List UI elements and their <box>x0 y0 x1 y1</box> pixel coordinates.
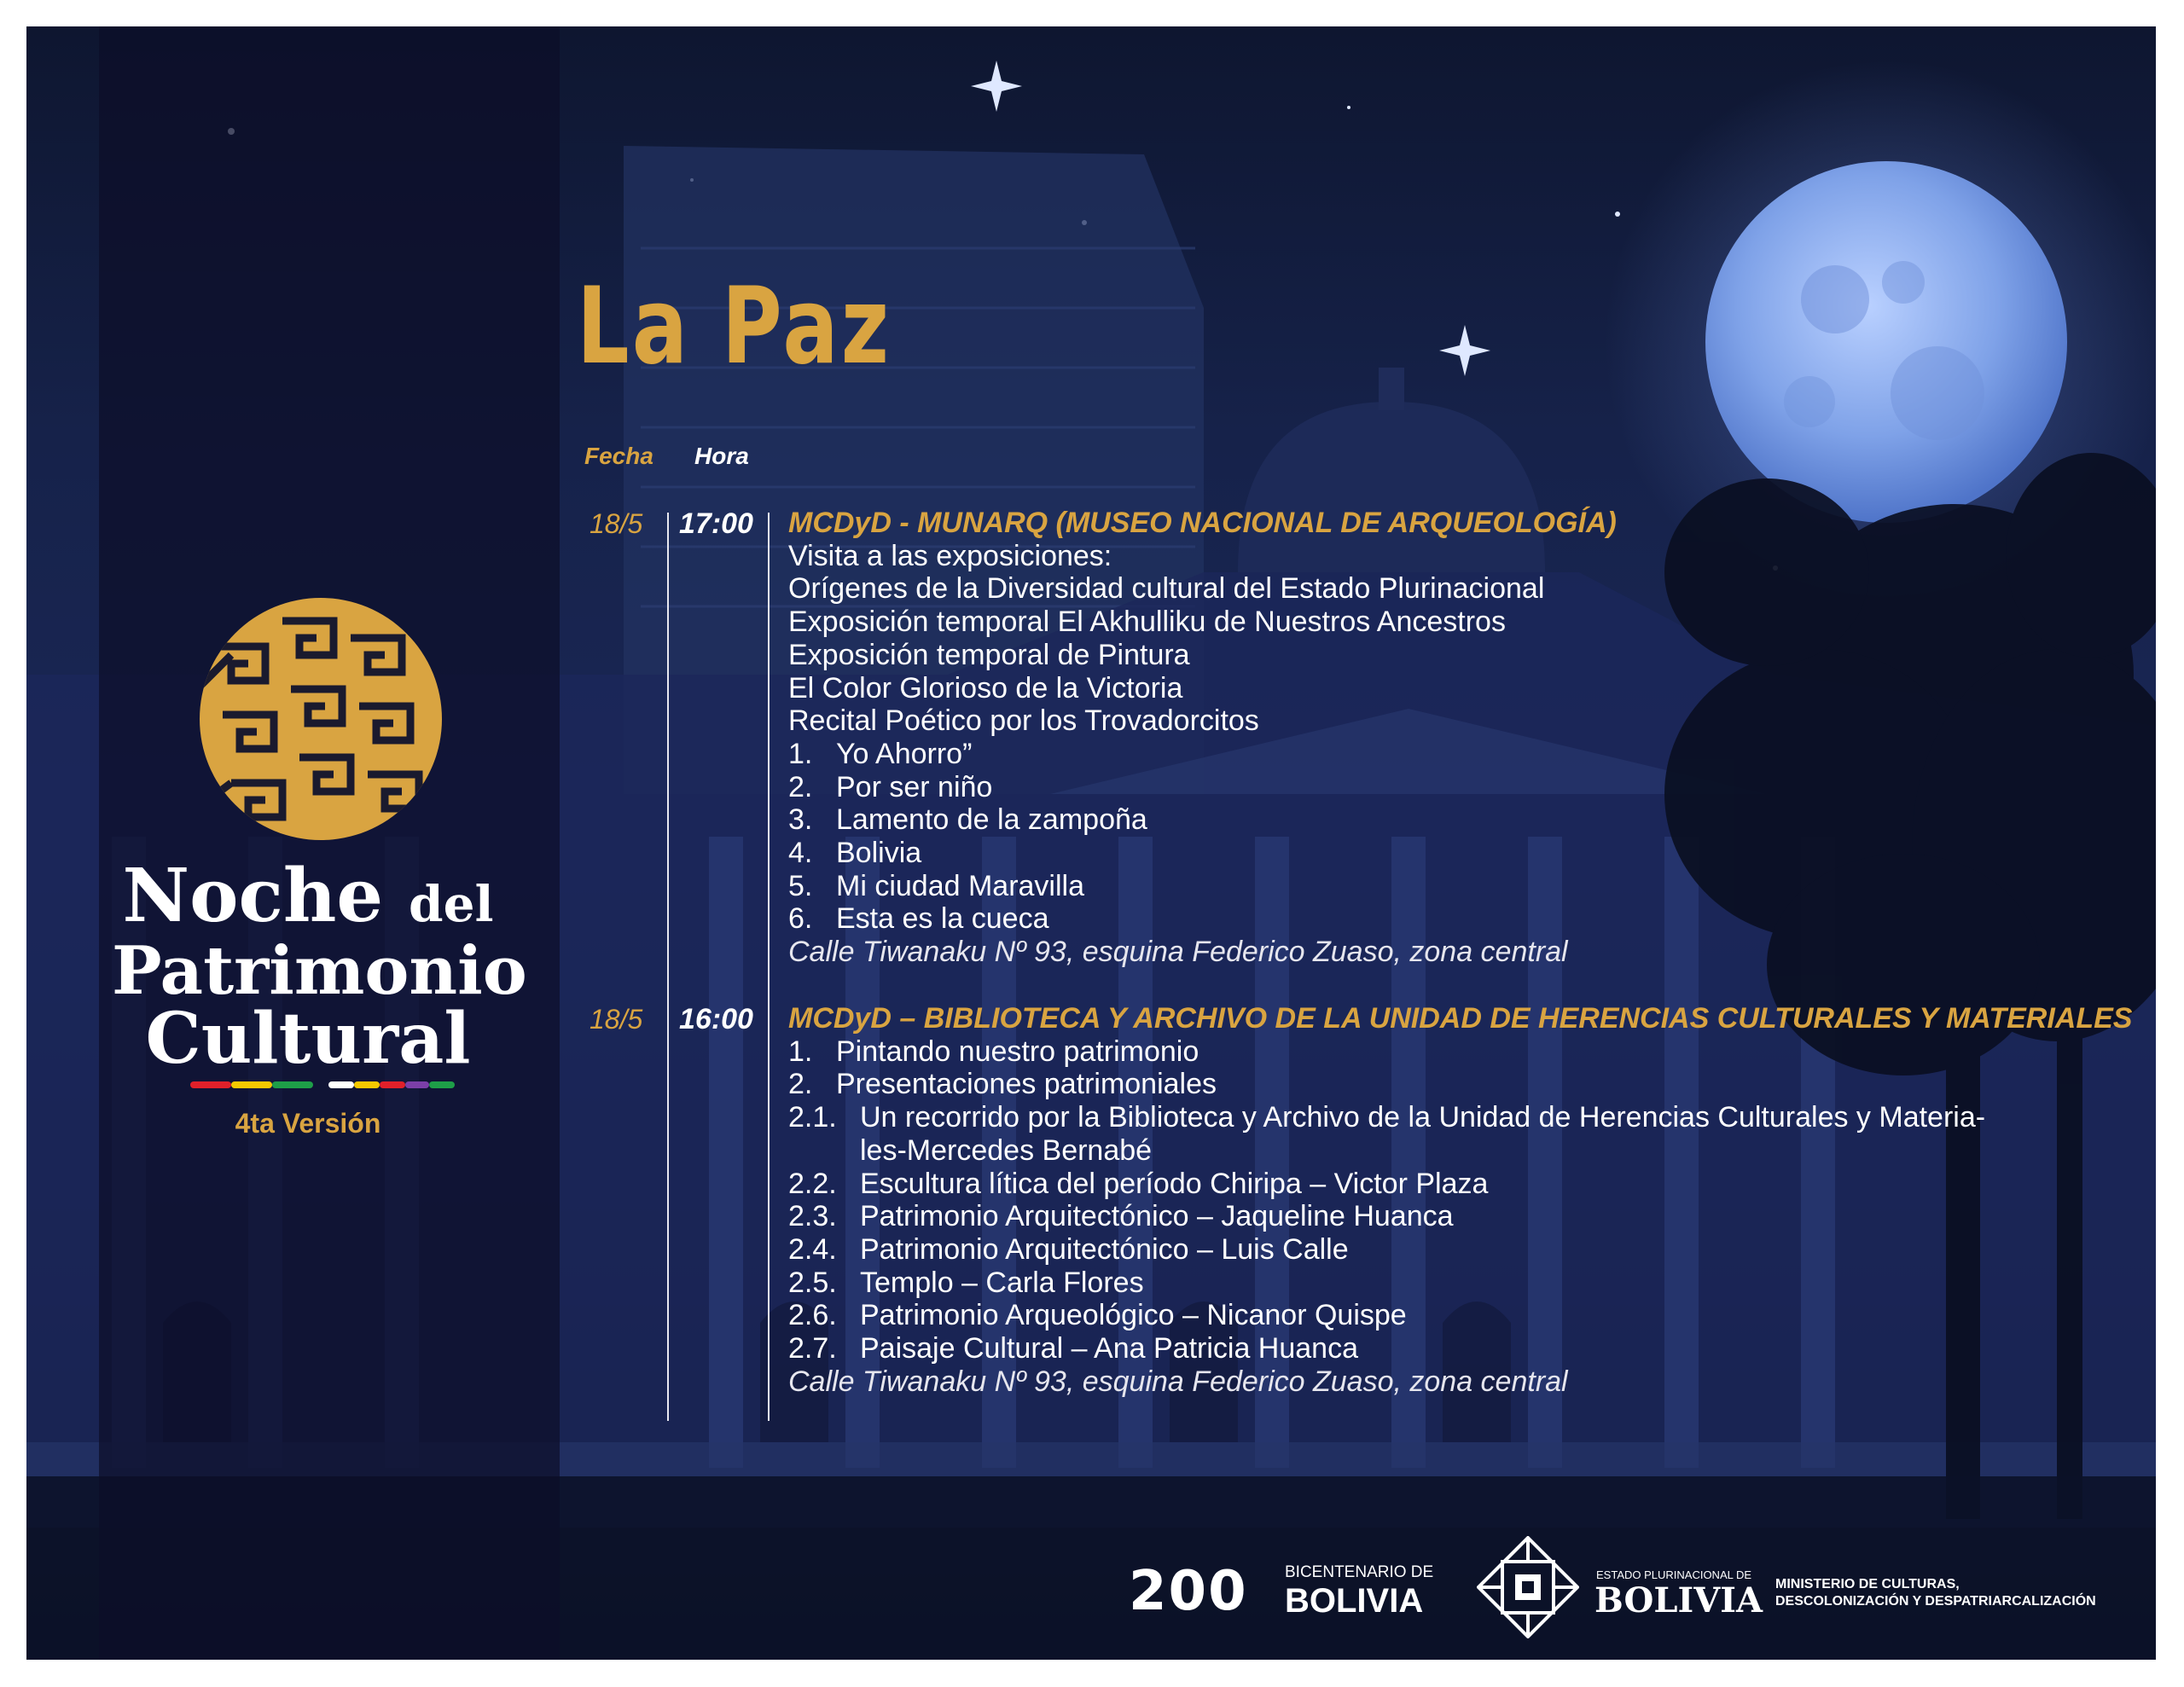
event-1-title: MCDyD - MUNARQ (MUSEO NACIONAL DE ARQUEOLOGÍA) <box>788 507 1617 539</box>
list-item: 2.7. Paisaje Cultural – Ana Patricia Huanca <box>788 1332 1358 1365</box>
list-item: 1. Yo Ahorro” <box>788 737 973 770</box>
column-header-hora: Hora <box>694 443 749 469</box>
list-item: 1. Pintando nuestro patrimonio <box>788 1035 1199 1068</box>
list-item: 4. Bolivia <box>788 837 922 870</box>
event-2-body <box>788 1002 2133 1398</box>
event-2-date: 18/5 <box>590 1004 643 1035</box>
event-2-address: Calle Tiwanaku Nº 93, esquina Federico Zuaso, zona central <box>788 1365 1568 1398</box>
footer-logos <box>26 1510 2156 1630</box>
logo-title-del: del <box>409 875 494 933</box>
list-item: 2. Presentaciones patrimoniales <box>788 1068 1217 1101</box>
list-item: Exposición temporal El Akhulliku de Nuestros Ancestros <box>788 606 1506 639</box>
list-item: El Color Glorioso de la Victoria <box>788 671 1183 704</box>
logo-version: 4ta Versión <box>235 1108 381 1139</box>
ministerio-label-line2: DESCOLONIZACIÓN Y DESPATRIARCALIZACIÓN <box>1775 1594 2096 1609</box>
estado-label-big: BOLIVIA <box>1594 1580 1763 1620</box>
logo-title-noche: Noche <box>122 853 384 939</box>
moon-icon <box>1705 161 2067 523</box>
divider-time-body <box>768 513 770 1421</box>
poster <box>26 26 2156 1660</box>
list-item: 2.5. Templo – Carla Flores <box>788 1266 1144 1299</box>
list-item: 2.2. Escultura lítica del período Chiripa – Victor Plaza <box>788 1167 1489 1200</box>
event-2-title: MCDyD – BIBLIOTECA Y ARCHIVO DE LA UNIDAD DE HERENCIAS CULTURALES Y MATERIALES <box>788 1002 2133 1035</box>
list-item: 2. Por ser niño <box>788 770 993 803</box>
bicentenario-number: 200 <box>1129 1560 1248 1623</box>
logo-color-stripes <box>190 1081 455 1090</box>
logo-title-cultural: Cultural <box>145 998 471 1080</box>
bicentenario-label-small: BICENTENARIO DE <box>1285 1563 1434 1581</box>
logo-emblem-icon <box>197 595 444 843</box>
list-item: 2.1. Un recorrido por la Biblioteca y Archivo de la Unidad de Herencias Culturales y Materia- <box>788 1101 1986 1134</box>
list-item: 2.4. Patrimonio Arquitectónico – Luis Calle <box>788 1232 1349 1266</box>
list-item: 5. Mi ciudad Maravilla <box>788 869 1084 902</box>
list-item: Exposición temporal de Pintura <box>788 638 1190 671</box>
divider-date-time <box>667 513 669 1421</box>
bicentenario-label-big: BOLIVIA <box>1285 1582 1424 1620</box>
list-item-continuation: les-Mercedes Bernabé <box>860 1133 1153 1167</box>
state-emblem-icon <box>1477 1536 1579 1638</box>
list-item: 2.6. Patrimonio Arqueológico – Nicanor Quispe <box>788 1299 1407 1332</box>
event-1-time: 17:00 <box>679 507 753 540</box>
event-1-body <box>788 507 2119 969</box>
logo-title-patrimonio: Patrimonio <box>112 932 527 1010</box>
list-item: 3. Lamento de la zampoña <box>788 803 1147 837</box>
city-title: La Paz <box>577 265 892 388</box>
left-panel <box>99 26 560 1660</box>
event-2-time: 16:00 <box>679 1003 753 1035</box>
logo-title <box>112 853 527 1080</box>
list-item: Visita a las exposiciones: <box>788 539 1112 572</box>
event-1-date: 18/5 <box>590 508 643 539</box>
list-item: Orígenes de la Diversidad cultural del Estado Plurinacional <box>788 572 1545 606</box>
estado-label-small: ESTADO PLURINACIONAL DE <box>1596 1568 1752 1581</box>
list-item: 2.3. Patrimonio Arquitectónico – Jaqueline Huanca <box>788 1200 1454 1233</box>
list-item: 6. Esta es la cueca <box>788 902 1049 936</box>
ministerio-label-line1: MINISTERIO DE CULTURAS, <box>1775 1577 1960 1591</box>
list-item: Recital Poético por los Trovadorcitos <box>788 704 1259 738</box>
column-header-fecha: Fecha <box>584 443 653 469</box>
event-1-address: Calle Tiwanaku Nº 93, esquina Federico Zuaso, zona central <box>788 936 1568 969</box>
